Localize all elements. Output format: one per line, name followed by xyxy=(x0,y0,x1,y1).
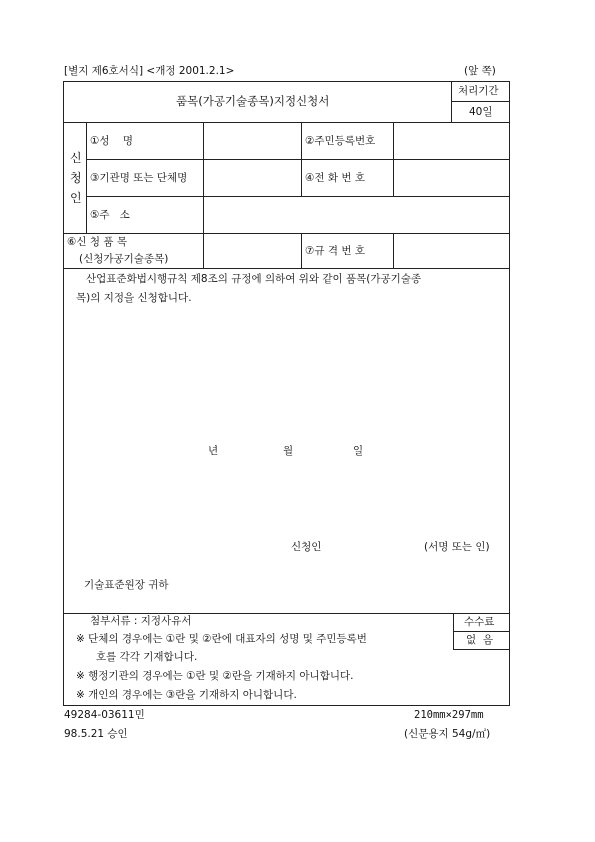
applicant-label-char-1: 신 xyxy=(70,151,82,165)
name-field[interactable] xyxy=(205,124,299,157)
address-field[interactable] xyxy=(205,198,507,231)
organization-label: ③기관명 또는 단체명 xyxy=(90,172,188,184)
form-number: [별지 제6호서식] <개정 2001.2.1> xyxy=(64,65,235,77)
footer-approval: 98.5.21 승인 xyxy=(64,728,128,740)
organization-field[interactable] xyxy=(205,161,299,194)
statement-line-2: 목)의 지정을 신청합니다. xyxy=(76,292,192,304)
applicant-label-char-2: 청 xyxy=(70,171,82,185)
date-day: 일 xyxy=(353,445,364,457)
note-individual: ※ 개인의 경우에는 ③란을 기재하지 아니합니다. xyxy=(76,689,297,701)
applicant-label-char-3: 인 xyxy=(70,191,82,205)
item-label: ⑥신 청 품 목 xyxy=(67,236,127,248)
signature-or-seal: (서명 또는 인) xyxy=(424,541,490,553)
address-label: ⑤주 소 xyxy=(90,209,130,221)
fee-label: 수수료 xyxy=(464,616,495,628)
item-field[interactable] xyxy=(205,235,299,266)
note-government: ※ 행정기관의 경우에는 ①란 및 ②란을 기재하지 아니합니다. xyxy=(76,670,354,682)
date-month: 월 xyxy=(283,445,294,457)
resident-number-label: ②주민등록번호 xyxy=(305,135,376,147)
applicant-signature-label: 신청인 xyxy=(291,541,322,553)
note-group: ※ 단체의 경우에는 ①란 및 ②란에 대표자의 성명 및 주민등록번 xyxy=(76,633,367,645)
resident-number-field[interactable] xyxy=(395,124,507,157)
processing-period-label: 처리기간 xyxy=(458,85,499,97)
phone-field[interactable] xyxy=(395,161,507,194)
standard-number-field[interactable] xyxy=(395,235,507,266)
attachments: 첨부서류 : 지정사유서 xyxy=(90,615,192,627)
item-label-sub: (신청가공기술종목) xyxy=(79,253,169,265)
date-year: 년 xyxy=(208,445,219,457)
name-label: ①성 명 xyxy=(90,135,134,147)
form-title: 품목(가공기술종목)지정신청서 xyxy=(176,94,330,108)
statement-line-1: 산업표준화법시행규칙 제8조의 규정에 의하여 위와 같이 품목(가공기술종 xyxy=(86,273,422,285)
fee-value: 없 음 xyxy=(466,634,493,646)
standard-number-label: ⑦규 격 번 호 xyxy=(305,245,365,257)
recipient: 기술표준원장 귀하 xyxy=(84,579,169,591)
footer-code: 49284-03611민 xyxy=(64,709,145,721)
page-side: (앞 쪽) xyxy=(464,65,496,77)
note-group-cont: 호를 각각 기재합니다. xyxy=(96,651,198,663)
phone-label: ④전 화 번 호 xyxy=(305,172,365,184)
footer-paper-type: (신문용지 54g/㎡) xyxy=(404,728,491,740)
footer-paper-size: 210mm×297mm xyxy=(414,709,484,721)
processing-period-value: 40일 xyxy=(469,106,493,118)
